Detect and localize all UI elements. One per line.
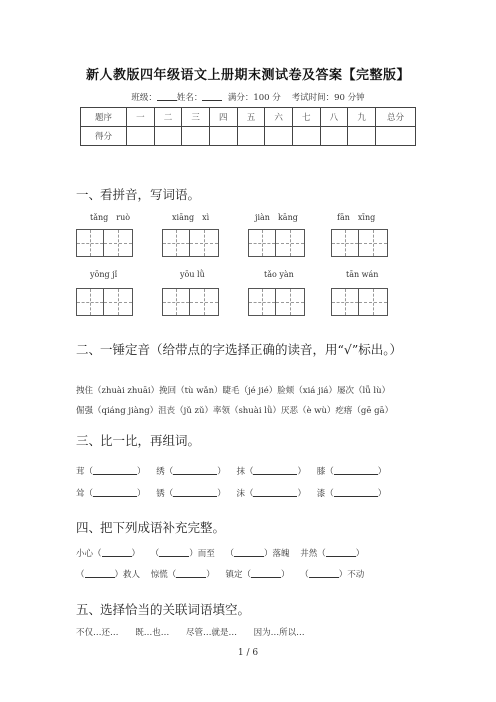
answer-blank[interactable] bbox=[159, 548, 189, 557]
writing-grid[interactable] bbox=[162, 229, 219, 257]
writing-box[interactable] bbox=[331, 229, 359, 257]
s5-options bbox=[76, 626, 313, 638]
writing-box[interactable] bbox=[162, 288, 190, 316]
s2-line: 拽住（zhuài zhuāi）挽回（tù wǎn）睫毛（jé jié）脸颊（xiá jiá）屡次（lǚ lù） bbox=[76, 386, 391, 396]
answer-blank[interactable] bbox=[334, 488, 378, 497]
writing-box[interactable] bbox=[276, 229, 305, 257]
answer-blank[interactable] bbox=[253, 466, 297, 475]
writing-box[interactable] bbox=[76, 288, 104, 316]
answer-blank[interactable] bbox=[326, 548, 356, 557]
section-1-heading: 一、看拼音，写词语。 bbox=[76, 187, 201, 202]
answer-blank[interactable] bbox=[251, 569, 281, 578]
class-blank[interactable] bbox=[157, 91, 177, 101]
answer-blank[interactable] bbox=[234, 548, 264, 557]
score-cell[interactable] bbox=[320, 127, 348, 146]
answer-blank[interactable] bbox=[93, 488, 137, 497]
writing-box[interactable] bbox=[162, 229, 190, 257]
score-cell[interactable] bbox=[376, 127, 416, 146]
answer-blank[interactable] bbox=[176, 569, 206, 578]
pinyin: jiàn kāng bbox=[255, 213, 298, 222]
score-row bbox=[81, 127, 416, 146]
header-cell: 八 bbox=[320, 108, 348, 127]
writing-box[interactable] bbox=[190, 288, 219, 316]
pinyin: yōu lǜ bbox=[180, 270, 205, 279]
section-2-heading: 二、一锤定音（给带点的字选择正确的读音，用“√”标出。） bbox=[76, 342, 402, 357]
exam-time: 考试时间：90 分钟 bbox=[291, 93, 365, 103]
score-table bbox=[80, 107, 416, 146]
score-cell[interactable] bbox=[292, 127, 320, 146]
answer-blank[interactable] bbox=[253, 488, 297, 497]
score-cell[interactable] bbox=[237, 127, 265, 146]
pinyin: yōng jǐ bbox=[90, 270, 118, 279]
writing-grid[interactable] bbox=[331, 288, 388, 316]
name-label: 姓名： bbox=[176, 93, 203, 103]
pinyin: tān wán bbox=[346, 270, 379, 279]
answer-blank[interactable] bbox=[93, 466, 137, 475]
score-cell[interactable] bbox=[209, 127, 237, 146]
writing-grid[interactable] bbox=[162, 288, 219, 316]
pinyin: tǎng ruò bbox=[90, 213, 131, 222]
writing-box[interactable] bbox=[331, 288, 359, 316]
header-cell: 九 bbox=[348, 108, 376, 127]
header-cell: 二 bbox=[154, 108, 182, 127]
writing-box[interactable] bbox=[104, 288, 133, 316]
score-cell[interactable] bbox=[348, 127, 376, 146]
answer-blank[interactable] bbox=[309, 569, 339, 578]
pinyin: tǎo yàn bbox=[264, 270, 294, 279]
score-label: 得分 bbox=[81, 127, 127, 146]
pinyin: xiāng xì bbox=[172, 213, 210, 222]
score-cell[interactable] bbox=[127, 127, 155, 146]
writing-box[interactable] bbox=[76, 229, 104, 257]
header-cell: 三 bbox=[182, 108, 210, 127]
writing-box[interactable] bbox=[104, 229, 133, 257]
header-cell: 五 bbox=[237, 108, 265, 127]
class-label: 班级： bbox=[131, 93, 157, 103]
answer-blank[interactable] bbox=[102, 548, 132, 557]
writing-box[interactable] bbox=[248, 229, 276, 257]
header-cell: 题序 bbox=[81, 108, 127, 127]
header-cell: 四 bbox=[209, 108, 237, 127]
option: 不仅…还… bbox=[76, 628, 119, 638]
page-title: 新人教版四年级语文上册期末测试卷及答案【完整版】 bbox=[85, 68, 410, 83]
answer-blank[interactable] bbox=[173, 466, 217, 475]
exam-info bbox=[0, 91, 496, 103]
writing-box[interactable] bbox=[190, 229, 219, 257]
answer-blank[interactable] bbox=[334, 466, 378, 475]
header-cell: 六 bbox=[265, 108, 293, 127]
writing-box[interactable] bbox=[248, 288, 276, 316]
writing-grid[interactable] bbox=[248, 288, 305, 316]
option: 尽管…就是… bbox=[185, 628, 237, 638]
writing-box[interactable] bbox=[276, 288, 305, 316]
s3-row: 茸（ ） 绣（ ） 抹（ ） 膝（ ） bbox=[76, 467, 387, 477]
writing-grid[interactable] bbox=[248, 229, 305, 257]
writing-grid[interactable] bbox=[331, 229, 388, 257]
option: 因为…所以… bbox=[253, 628, 305, 638]
option: 既…也… bbox=[135, 628, 170, 638]
full-score: 满分：100 分 bbox=[227, 93, 281, 103]
section-3-heading: 三、比一比，再组词。 bbox=[76, 433, 201, 448]
writing-box[interactable] bbox=[359, 229, 388, 257]
section-5-heading: 五、选择恰当的关联词语填空。 bbox=[76, 602, 251, 617]
writing-grid[interactable] bbox=[76, 229, 133, 257]
s3-row: 耸（ ） 锈（ ） 沫（ ） 漆（ ） bbox=[76, 489, 387, 499]
score-cell[interactable] bbox=[182, 127, 210, 146]
writing-box[interactable] bbox=[359, 288, 388, 316]
s4-row: 小心（ ） （ ）而至 （ ）落魄 井然（ ） bbox=[76, 549, 365, 559]
s2-line: 倔强（qiáng jiàng）沮丧（jǔ zǔ）率领（shuài lǜ）厌恶（è wù）疙瘩（gē gā） bbox=[76, 406, 394, 416]
answer-blank[interactable] bbox=[85, 569, 115, 578]
s4-row: （ ）救人 惊慌（ ） 镇定（ ） （ ）不动 bbox=[76, 570, 365, 580]
score-cell[interactable] bbox=[154, 127, 182, 146]
score-cell[interactable] bbox=[265, 127, 293, 146]
pinyin: fān xīng bbox=[337, 213, 376, 222]
header-cell: 七 bbox=[292, 108, 320, 127]
answer-blank[interactable] bbox=[173, 488, 217, 497]
page-number: 1 / 6 bbox=[237, 648, 259, 658]
writing-grid[interactable] bbox=[76, 288, 133, 316]
name-blank[interactable] bbox=[202, 91, 222, 101]
header-cell: 一 bbox=[127, 108, 155, 127]
header-cell: 总分 bbox=[376, 108, 416, 127]
section-4-heading: 四、把下列成语补充完整。 bbox=[76, 520, 226, 535]
score-header-row bbox=[81, 108, 416, 127]
